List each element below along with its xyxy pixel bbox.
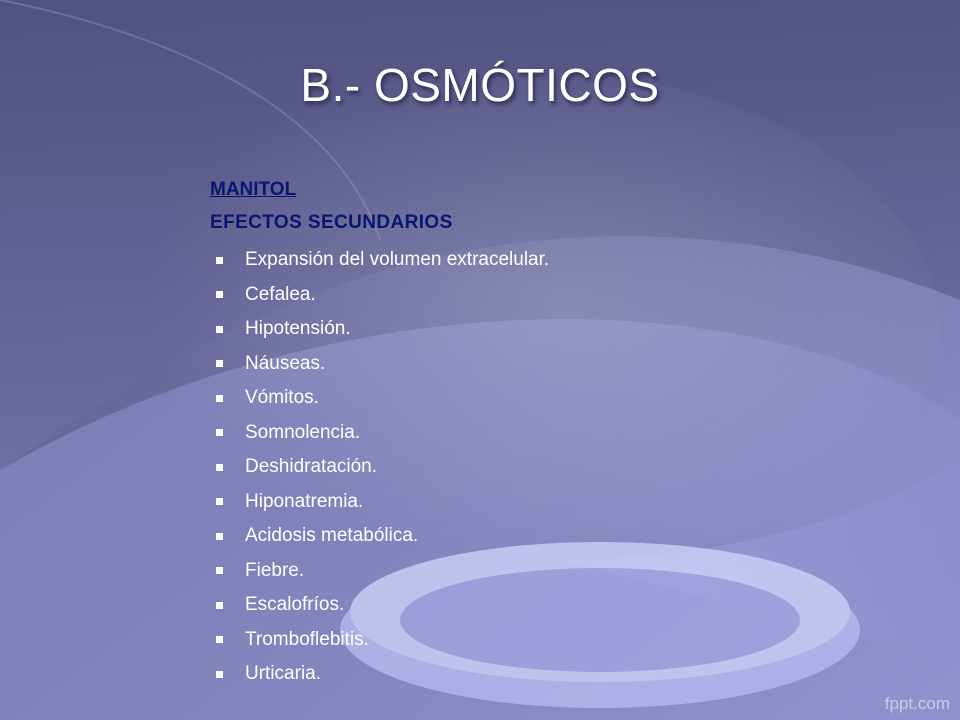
list-item-text: Náuseas.: [245, 352, 326, 374]
square-bullet-icon: [216, 360, 223, 367]
list-item-text: Cefalea.: [245, 283, 316, 305]
list-item-text: Escalofríos.: [245, 594, 345, 616]
list-item-text: Deshidratación.: [245, 456, 378, 478]
watermark: fppt.com: [884, 694, 950, 713]
square-bullet-icon: [216, 567, 223, 574]
list-item-text: Hiponatremia.: [245, 490, 364, 512]
square-bullet-icon: [216, 602, 223, 609]
square-bullet-icon: [216, 636, 223, 643]
drug-heading: MANITOL: [210, 179, 297, 200]
list-item: [210, 450, 850, 485]
content-block: [210, 178, 850, 692]
list-item: [210, 519, 850, 554]
list-item: [210, 278, 850, 313]
square-bullet-icon: [216, 291, 223, 298]
list-item: [210, 588, 850, 623]
list-item-text: Somnolencia.: [245, 421, 361, 443]
list-item-text: Acidosis metabólica.: [245, 525, 419, 547]
list-item-text: Fiebre.: [245, 559, 305, 581]
list-item-text: Urticaria.: [245, 663, 322, 685]
list-item: [210, 381, 850, 416]
list-item-text: Tromboflebitis.: [245, 628, 369, 650]
list-item: [210, 312, 850, 347]
list-item-text: Hipotensión.: [245, 318, 351, 340]
square-bullet-icon: [216, 533, 223, 540]
square-bullet-icon: [216, 671, 223, 678]
square-bullet-icon: [216, 498, 223, 505]
square-bullet-icon: [216, 257, 223, 264]
square-bullet-icon: [216, 429, 223, 436]
side-effects-list: [210, 243, 850, 692]
square-bullet-icon: [216, 326, 223, 333]
list-item: [210, 347, 850, 382]
list-item: [210, 485, 850, 520]
square-bullet-icon: [216, 395, 223, 402]
list-item: [210, 416, 850, 451]
list-item-text: Expansión del volumen extracelular.: [245, 249, 550, 271]
section-heading: EFECTOS SECUNDARIOS: [210, 212, 453, 233]
list-item: [210, 243, 850, 278]
list-item: [210, 554, 850, 589]
list-item: [210, 657, 850, 692]
list-item-text: Vómitos.: [245, 387, 319, 409]
list-item: [210, 623, 850, 658]
square-bullet-icon: [216, 464, 223, 471]
slide-title: B.- OSMÓTICOS: [300, 59, 660, 111]
